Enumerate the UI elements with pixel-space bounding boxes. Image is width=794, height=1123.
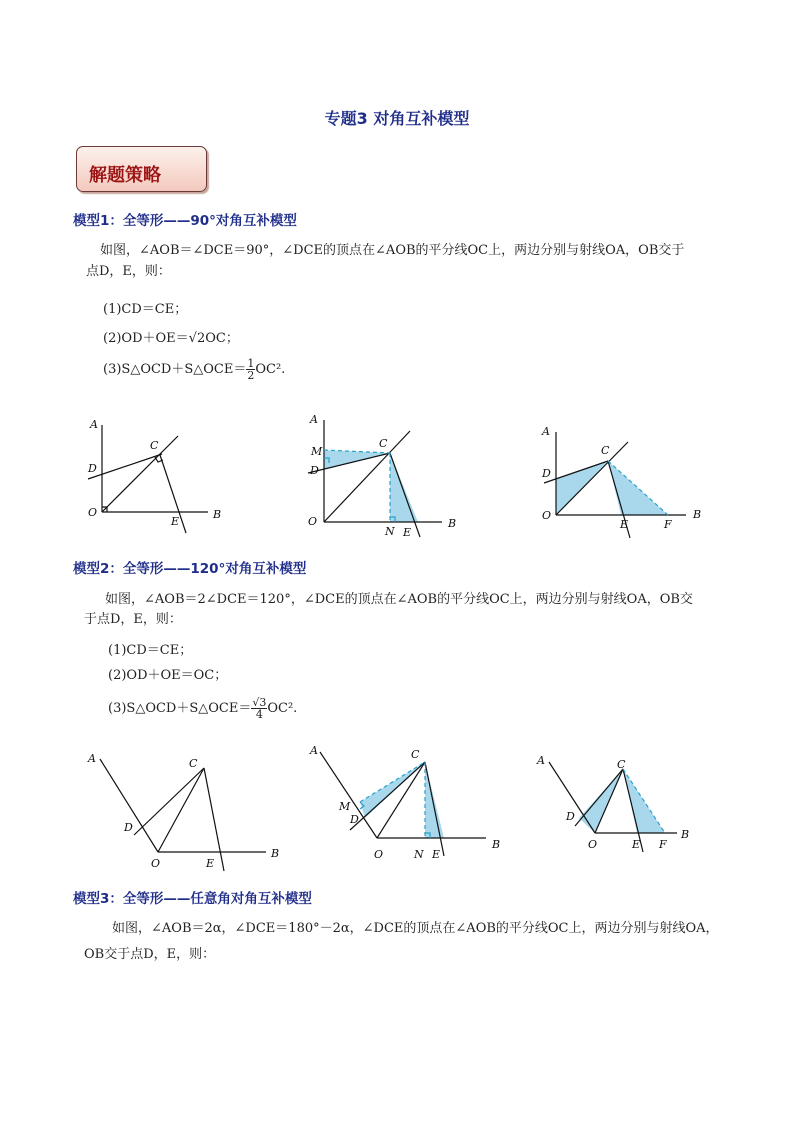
label-B: B <box>693 508 702 521</box>
model-2-heading: 模型2：全等形——120°对角互补模型 <box>73 561 307 577</box>
label-M: M <box>311 445 323 458</box>
figure-1a <box>80 405 230 535</box>
model-1-item-2-tail: OC； <box>205 331 239 346</box>
model-3-heading: 模型3：全等形——任意角对角互补模型 <box>73 891 312 907</box>
model-1-item-2 <box>103 327 239 346</box>
label-A: A <box>310 744 318 757</box>
fraction-denominator: 4 <box>255 708 263 721</box>
label-C: C <box>379 437 388 450</box>
label-E: E <box>403 526 412 539</box>
label-C: C <box>411 748 420 761</box>
label-E: E <box>171 515 180 528</box>
label-N: N <box>385 525 395 538</box>
model-2-item-2: (2)OD＋OE＝OC； <box>108 668 228 683</box>
label-N: N <box>414 848 424 861</box>
label-F: F <box>664 518 672 531</box>
label-D: D <box>566 810 575 823</box>
label-B: B <box>271 847 280 860</box>
fraction-one-half <box>246 358 255 381</box>
model-3-intro-line-2: OB交于点D，E，则： <box>84 947 216 962</box>
sqrt-2: √2 <box>188 331 206 346</box>
label-B: B <box>681 828 690 841</box>
label-A: A <box>88 752 96 765</box>
label-O: O <box>151 857 161 870</box>
model-1-item-3-tail: OC². <box>255 362 286 377</box>
fraction-numerator: 1 <box>247 357 255 370</box>
figure-2a <box>86 745 291 875</box>
figure-1b <box>302 405 472 540</box>
model-1-intro-line-1: 如图，∠AOB＝∠DCE＝90°，∠DCE的顶点在∠AOB的平分线OC上，两边分别与射线OA，OB交于 <box>100 243 685 258</box>
label-O: O <box>308 515 318 528</box>
label-E: E <box>206 857 215 870</box>
model-2-intro-line-2: 于点D，E，则： <box>84 612 182 627</box>
label-D: D <box>542 467 551 480</box>
label-B: B <box>213 508 222 521</box>
fraction-denominator: 2 <box>247 369 255 382</box>
label-O: O <box>88 506 98 519</box>
label-C: C <box>601 444 610 457</box>
label-A: A <box>537 754 545 767</box>
label-F: F <box>659 838 667 851</box>
fraction-numerator: √3 <box>252 696 267 709</box>
label-O: O <box>588 838 598 851</box>
figure-2c <box>535 750 700 855</box>
label-O: O <box>542 509 552 522</box>
label-C: C <box>189 757 198 770</box>
strategy-badge <box>76 146 207 192</box>
label-E: E <box>632 838 641 851</box>
label-E: E <box>432 848 441 861</box>
model-3-intro-line-1: 如图，∠AOB＝2α，∠DCE＝180°－2α，∠DCE的顶点在∠AOB的平分线OC上，两边分别与射线OA， <box>112 921 719 936</box>
label-E: E <box>620 518 629 531</box>
model-1-intro-line-2: 点D，E，则： <box>86 264 171 279</box>
label-C: C <box>617 758 626 771</box>
model-2-item-3-tail: OC². <box>267 701 298 716</box>
label-B: B <box>492 838 501 851</box>
label-D: D <box>350 813 359 826</box>
model-1-heading: 模型1：全等形——90°对角互补模型 <box>73 213 297 229</box>
figure-2b <box>310 740 510 870</box>
strategy-badge-label: 解题策略 <box>89 165 161 186</box>
label-D: D <box>124 821 133 834</box>
page-title: 专题3 对角互补模型 <box>324 109 470 128</box>
label-D: D <box>310 464 319 477</box>
figure-1c <box>538 420 708 535</box>
label-A: A <box>542 425 550 438</box>
label-O: O <box>374 848 384 861</box>
label-A: A <box>90 418 98 431</box>
label-C: C <box>150 439 159 452</box>
model-2-intro-line-1: 如图，∠AOB＝2∠DCE＝120°，∠DCE的顶点在∠AOB的平分线OC上，两边分别与射线OA，OB交 <box>105 592 693 607</box>
model-1-item-3 <box>103 358 285 381</box>
model-1-item-3-text: (3)S△OCD＋S△OCE＝ <box>103 362 247 377</box>
model-1-item-1: (1)CD＝CE； <box>103 302 188 317</box>
label-B: B <box>448 517 457 530</box>
model-2-item-3-text: (3)S△OCD＋S△OCE＝ <box>108 701 252 716</box>
label-D: D <box>88 462 97 475</box>
fraction-sqrt3-over-4 <box>251 697 267 720</box>
model-2-item-3 <box>108 697 297 720</box>
model-2-item-1: (1)CD＝CE； <box>108 643 193 658</box>
label-A: A <box>310 413 318 426</box>
label-M: M <box>339 800 351 813</box>
model-1-item-2-text: (2)OD＋OE＝ <box>103 331 189 346</box>
